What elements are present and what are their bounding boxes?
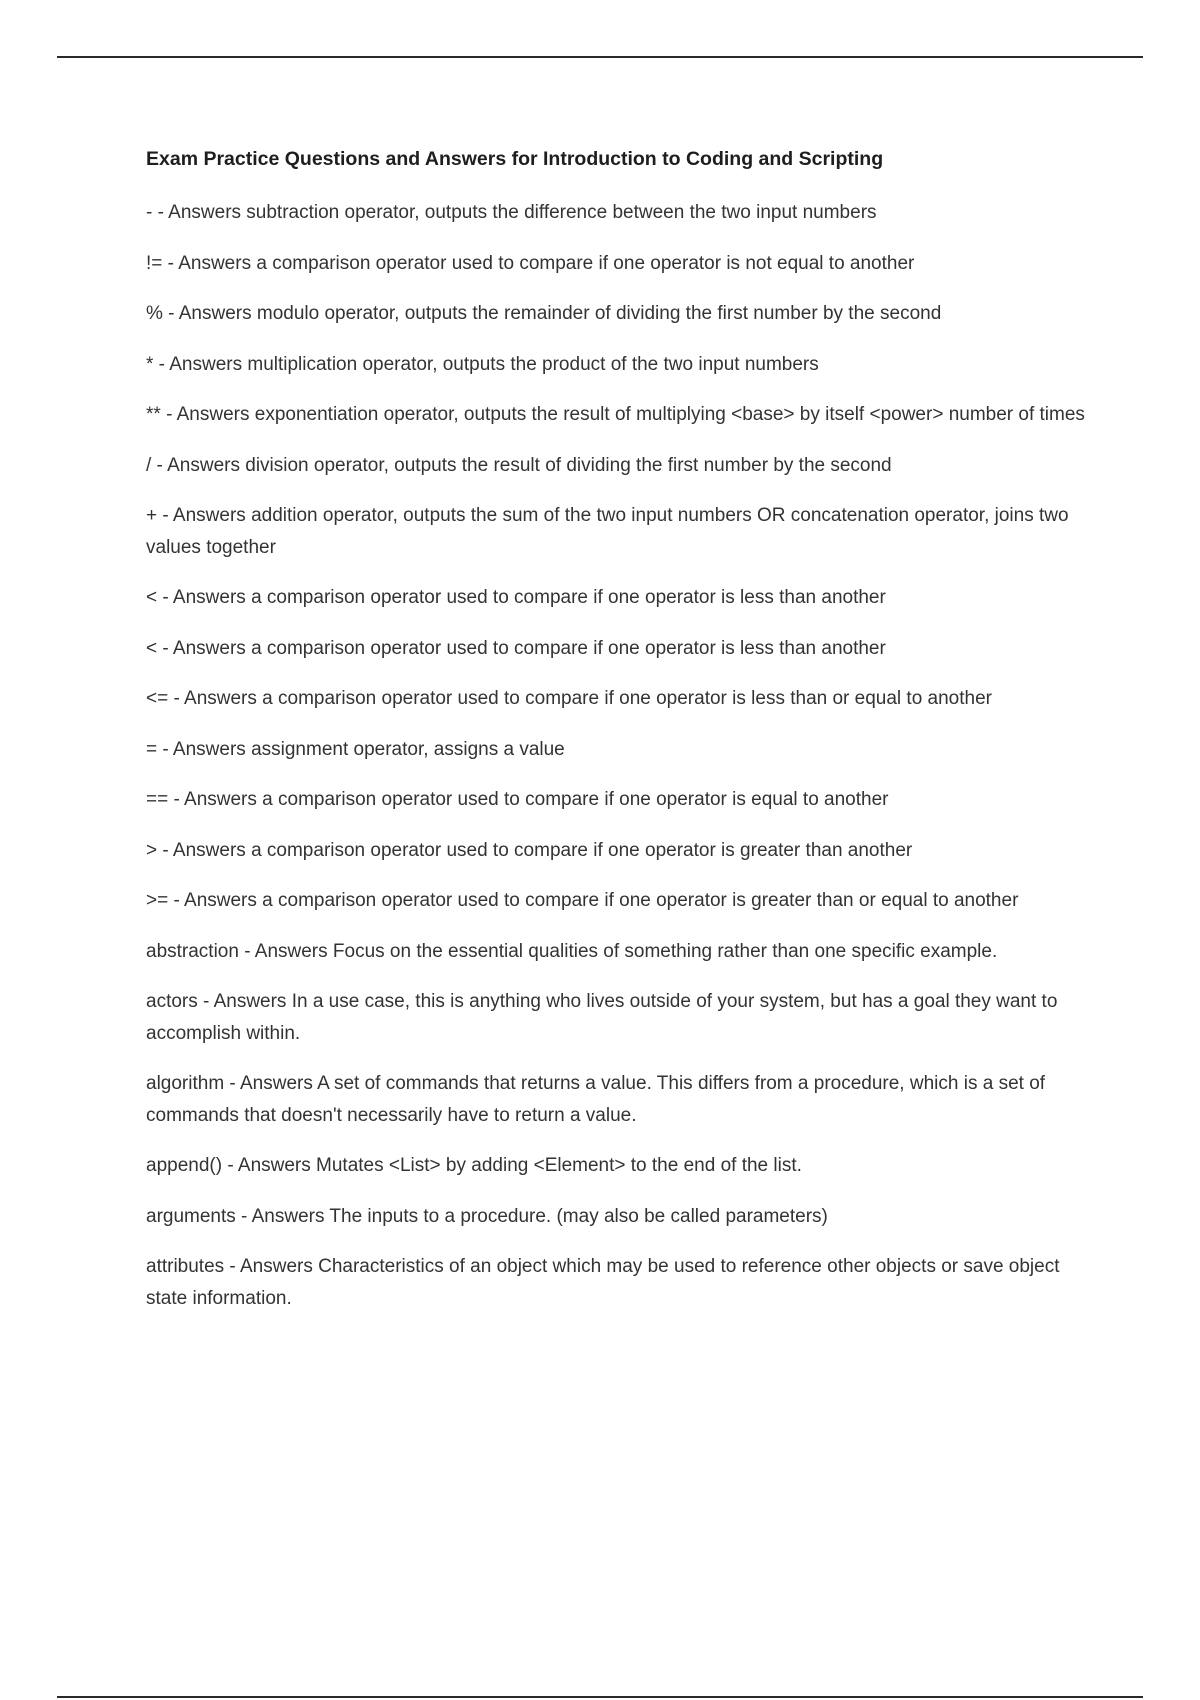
qa-entry-less-than: < - Answers a comparison operator used to compare if one operator is less than another [146, 587, 886, 608]
qa-entry-equal: == - Answers a comparison operator used to compare if one operator is equal to another [146, 789, 889, 810]
qa-entry-greater-than: > - Answers a comparison operator used to compare if one operator is greater than another [146, 839, 913, 861]
qa-entry-greater-than-or-equal: >= - Answers a comparison operator used to compare if one operator is greater than or equal to another [146, 890, 1019, 911]
qa-entry-not-equal: != - Answers a comparison operator used to compare if one operator is not equal to another [146, 252, 915, 274]
qa-entry-less-than-duplicate: < - Answers a comparison operator used to compare if one operator is less than another [146, 637, 886, 659]
qa-entry-arguments: arguments - Answers The inputs to a procedure. (may also be called parameters) [146, 1205, 828, 1227]
qa-entry-modulo: % - Answers modulo operator, outputs the remainder of dividing the first number by the second [146, 303, 942, 324]
qa-entry-assignment: = - Answers assignment operator, assigns a value [146, 738, 565, 760]
document-title: Exam Practice Questions and Answers for Introduction to Coding and Scripting [146, 148, 884, 170]
footer-rule [57, 1696, 1143, 1698]
qa-entry-multiplication: * - Answers multiplication operator, outputs the product of the two input numbers [146, 353, 819, 375]
qa-entry-division: / - Answers division operator, outputs the result of dividing the first number by the second [146, 454, 892, 476]
document-body [146, 145, 1096, 1333]
qa-entry-addition: + - Answers addition operator, outputs the sum of the two input numbers OR concatenation operator, joins two values together [146, 505, 1069, 558]
qa-entry-less-than-or-equal: <= - Answers a comparison operator used to compare if one operator is less than or equal to another [146, 688, 992, 709]
qa-entry-actors: actors - Answers In a use case, this is anything who lives outside of your system, but has a goal they want to accomplish within. [146, 991, 1058, 1044]
qa-entry-append: append() - Answers Mutates <List> by adding <Element> to the end of the list. [146, 1155, 802, 1176]
qa-entry-abstraction: abstraction - Answers Focus on the essential qualities of something rather than one specific example. [146, 940, 998, 962]
header-rule [57, 56, 1143, 58]
qa-entry-algorithm: algorithm - Answers A set of commands that returns a value. This differs from a procedure, which is a set of commands that doesn't necessarily have to return a value. [146, 1073, 1046, 1126]
qa-entry-subtraction: - - Answers subtraction operator, outputs the difference between the two input numbers [146, 202, 877, 223]
qa-entry-attributes: attributes - Answers Characteristics of an object which may be used to reference other objects or save object state information. [146, 1256, 1060, 1309]
qa-entry-exponentiation: ** - Answers exponentiation operator, outputs the result of multiplying <base> by itself <power> number of times [146, 404, 1085, 425]
